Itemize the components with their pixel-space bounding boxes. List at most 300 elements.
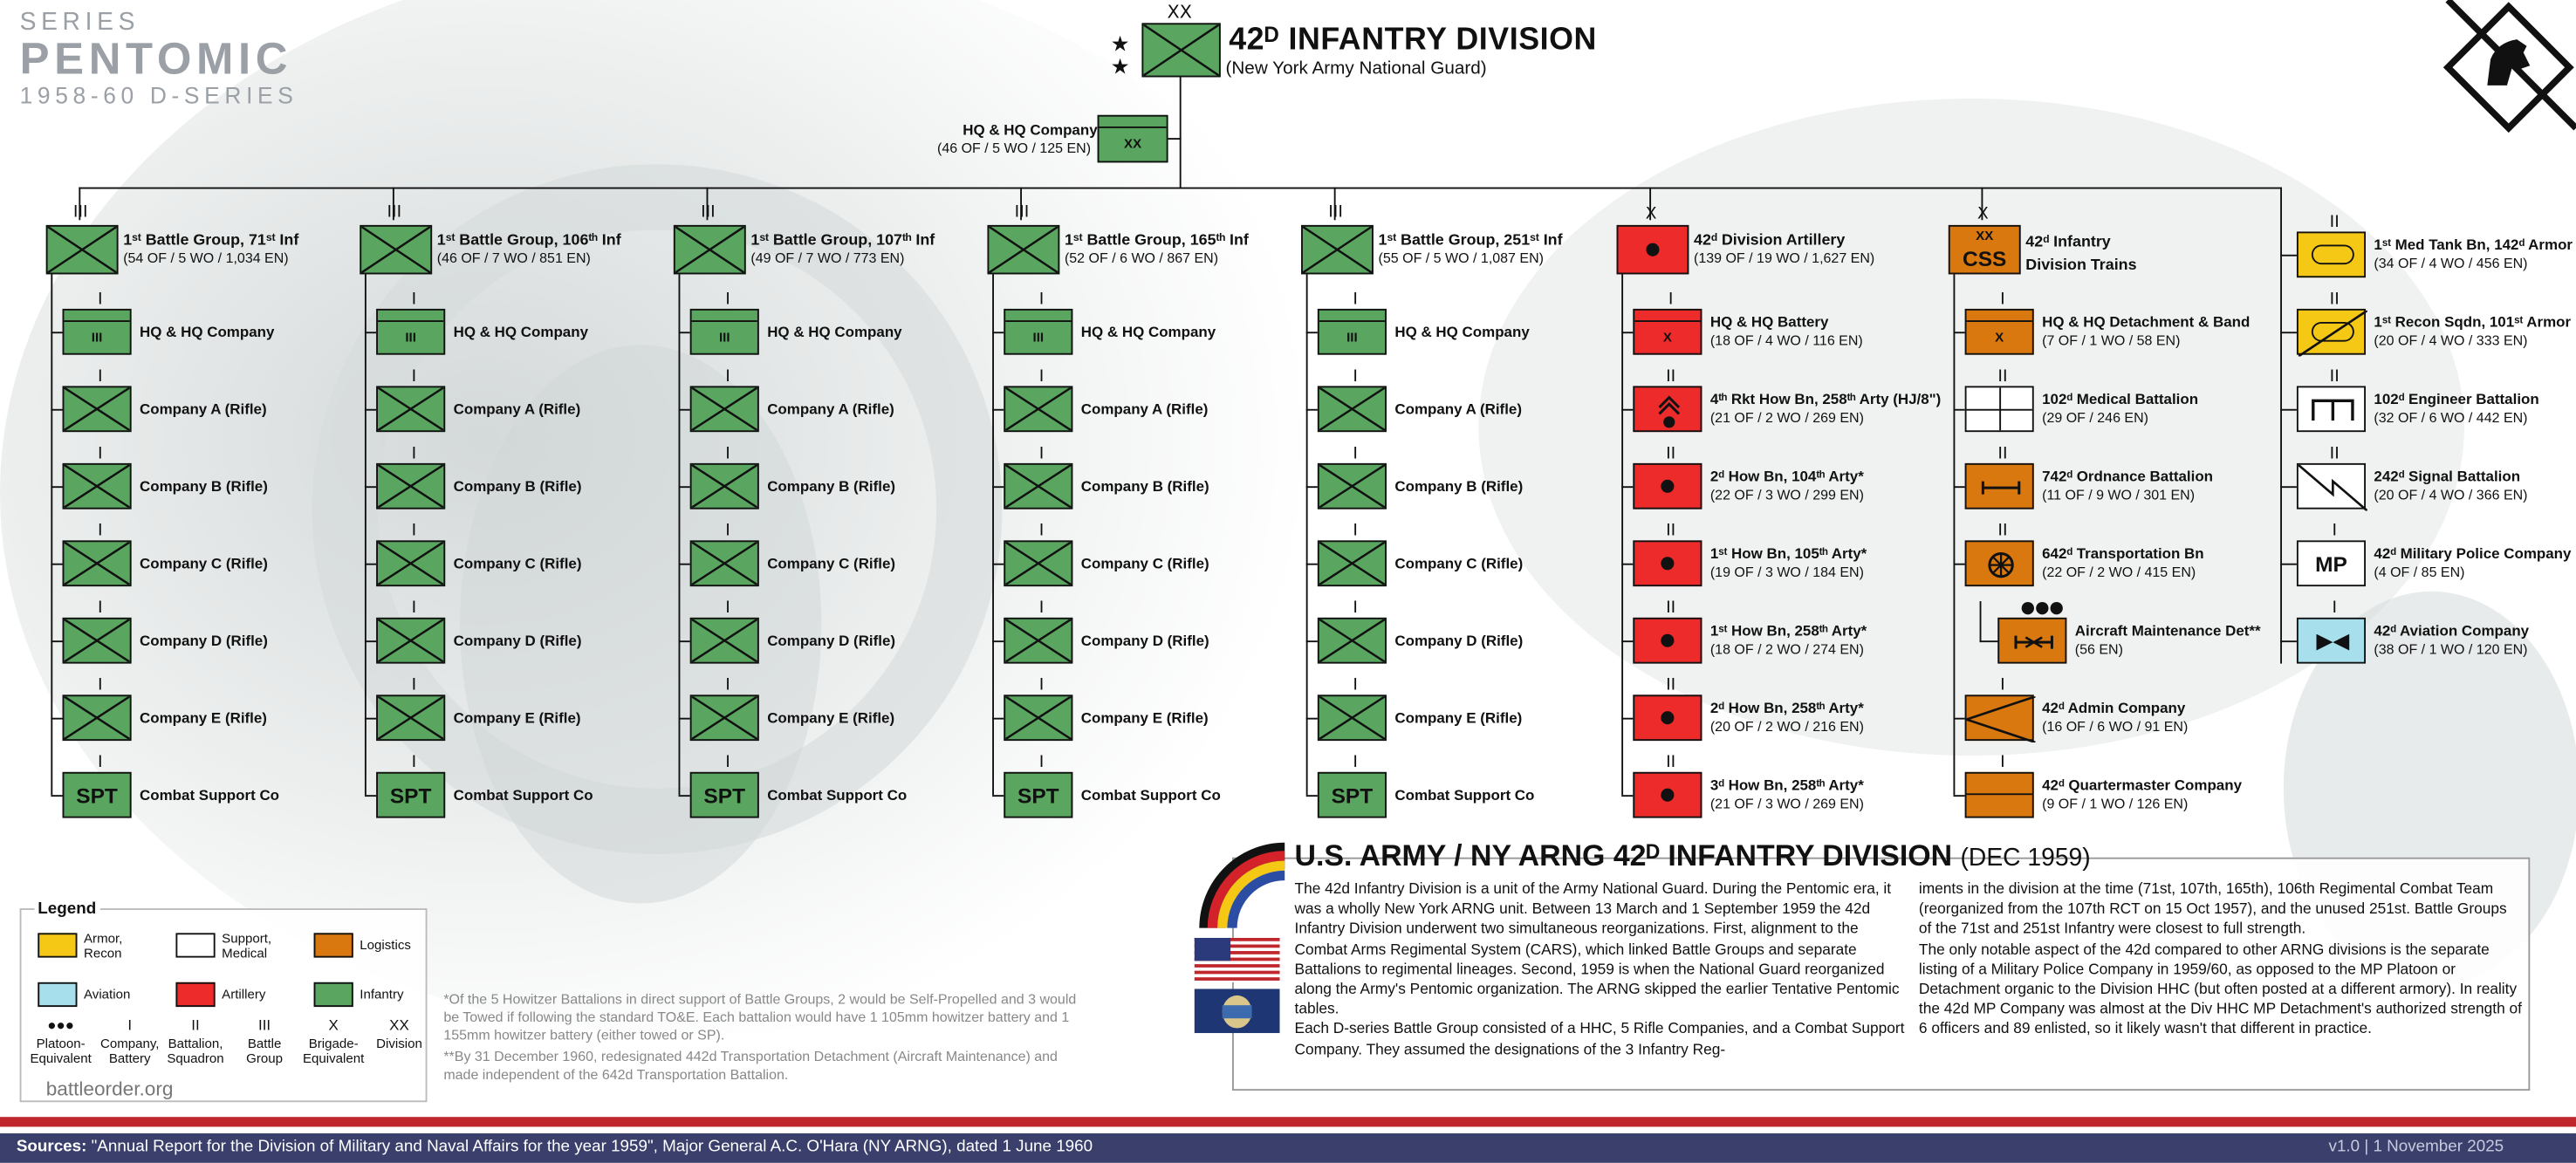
division-title: 42ᴰ INFANTRY DIVISION bbox=[1229, 23, 1597, 58]
artillery-unit-symbol bbox=[1633, 540, 1702, 586]
trains-unit-strength: (22 OF / 2 WO / 415 EN) bbox=[2042, 563, 2196, 580]
bg-unit-label: Company C (Rifle) bbox=[140, 555, 268, 572]
artillery-unit-label bbox=[1710, 314, 1863, 350]
battle-group-label bbox=[123, 231, 298, 267]
separate-unit-echelon: II bbox=[2329, 213, 2340, 232]
separate-unit-label bbox=[2374, 469, 2527, 504]
artillery-unit-label bbox=[1710, 391, 1941, 427]
bg-unit-label: Company A (Rifle) bbox=[140, 400, 267, 418]
legend bbox=[20, 900, 428, 1102]
combat-support-symbol bbox=[63, 772, 132, 818]
trains-unit-symbol bbox=[1965, 386, 2034, 432]
trains-unit-echelon: I bbox=[2000, 291, 2005, 309]
hq-inner: III bbox=[91, 329, 103, 345]
separate-unit-name: 1ˢᵗ Med Tank Bn, 142ᵈ Armor bbox=[2374, 236, 2573, 253]
bg-unit-connector bbox=[51, 718, 62, 721]
separate-unit-connector bbox=[2280, 255, 2297, 257]
aircraft-det-connector-h bbox=[1980, 640, 2000, 643]
separate-unit-echelon: II bbox=[2329, 291, 2340, 309]
bg-unit-label: Company D (Rifle) bbox=[767, 632, 896, 649]
division-stars: ★ ★ bbox=[1110, 31, 1130, 79]
artillery-unit-name: 1ˢᵗ How Bn, 258ᵗʰ Arty* bbox=[1709, 622, 1867, 640]
series-name: PENTOMIC bbox=[19, 34, 293, 85]
bg-unit-connector bbox=[992, 409, 1004, 412]
us-flag-icon bbox=[1195, 938, 1280, 982]
article-column-1: The 42d Infantry Division is a unit of the Army National Guard. During the Pentomic era, it was a wholly New York ARNG unit. Between 13 March and 1 September 1959 the 42d Infantry Division underwent two simultaneous reorganizations. First, alignment to the Combat Arms Regimental System (CARS), which linked Battle Groups and separate Battalions to regimental lineages. Second, 1959 is when the National Guard reorganized along the Army's Pentomic organization. The ARNG skipped the earlier Tentative Pentomic tables. Each D-series Battle Group consisted of a HHC, 5 Rifle Companies, and a Combat Support Company. They assumed the designations of the 3 Infantry Reg- bbox=[1294, 880, 1905, 1057]
legend-swatch bbox=[175, 982, 215, 1007]
company-echelon: I bbox=[1038, 754, 1045, 772]
trains-unit-strength: (29 OF / 246 EN) bbox=[2042, 408, 2148, 426]
bg-unit-connector bbox=[992, 564, 1004, 566]
separate-unit-connector bbox=[2280, 332, 2297, 334]
company-echelon: I bbox=[1353, 676, 1358, 695]
division-subtitle: (New York Army National Guard) bbox=[1225, 58, 1487, 79]
artillery-unit-name: 3ᵈ How Bn, 258ᵗʰ Arty* bbox=[1709, 776, 1864, 794]
trains-unit-label bbox=[2042, 700, 2188, 735]
trains-unit-connector bbox=[1953, 718, 1964, 721]
battle-group-strength: (46 OF / 7 WO / 851 EN) bbox=[436, 250, 591, 266]
rifle-company-symbol bbox=[1318, 618, 1387, 664]
bg-spine-line bbox=[365, 274, 367, 795]
company-echelon: I bbox=[725, 676, 730, 695]
legend-swatch bbox=[314, 982, 353, 1007]
hq-inner: III bbox=[718, 329, 730, 345]
company-echelon: I bbox=[725, 291, 730, 309]
trains-unit-strength: (11 OF / 9 WO / 301 EN) bbox=[2042, 486, 2196, 503]
battle-group-label bbox=[1379, 231, 1563, 267]
trains-unit-connector bbox=[1953, 409, 1964, 412]
separate-unit-strength: (38 OF / 1 WO / 120 EN) bbox=[2374, 640, 2528, 658]
company-echelon: I bbox=[1353, 599, 1358, 618]
battle-group-symbol bbox=[674, 225, 746, 274]
trains-unit-echelon: I bbox=[2000, 676, 2005, 695]
separate-unit-name: 242ᵈ Signal Battalion bbox=[2374, 468, 2521, 485]
bg-unit-label: Company E (Rifle) bbox=[767, 709, 895, 727]
separate-unit-connector bbox=[2280, 564, 2297, 566]
division-horizontal-bus bbox=[79, 188, 2282, 190]
series-years: 1958-60 D-SERIES bbox=[19, 82, 298, 109]
rifle-company-symbol bbox=[1004, 463, 1072, 510]
footer-sources: "Annual Report for the Division of Military and Naval Affairs for the year 1959", Major General A.C. O'Hara (NY ARNG), dated 1 June 1960 bbox=[86, 1138, 1093, 1157]
company-echelon: I bbox=[98, 676, 103, 695]
rifle-company-symbol bbox=[690, 386, 759, 432]
artillery-unit-name: 2ᵈ How Bn, 104ᵗʰ Arty* bbox=[1709, 468, 1864, 485]
company-echelon: I bbox=[1038, 445, 1045, 463]
article-date: (DEC 1959) bbox=[1960, 844, 2091, 872]
separate-unit-connector bbox=[2280, 640, 2297, 643]
rifle-company-symbol bbox=[63, 618, 132, 664]
bg-unit-connector bbox=[365, 486, 376, 489]
bg-spine-line bbox=[679, 274, 682, 795]
hq-company-symbol bbox=[63, 309, 132, 355]
trains-unit-echelon: II bbox=[1997, 367, 2008, 387]
legend-echelon-symbol: XX bbox=[389, 1016, 409, 1034]
legend-echelon-symbol: I bbox=[127, 1016, 133, 1034]
footnotes bbox=[443, 990, 1182, 1084]
company-echelon: I bbox=[98, 291, 103, 309]
hq-company-strength: (46 OF / 5 WO / 125 EN) bbox=[936, 140, 1092, 156]
bg-unit-connector bbox=[51, 409, 62, 412]
battle-group-name: 1ˢᵗ Battle Group, 107ᵗʰ Inf bbox=[750, 231, 935, 250]
art-unit-connector bbox=[1621, 332, 1633, 334]
trains-inner-top: XX bbox=[1976, 228, 1994, 243]
division-infantry-symbol bbox=[1141, 23, 1220, 77]
bg-unit-connector bbox=[51, 486, 62, 489]
battle-group-label bbox=[750, 231, 935, 267]
bg-unit-label: Company A (Rifle) bbox=[767, 400, 894, 418]
company-echelon: I bbox=[411, 676, 417, 695]
artillery-echelon: X bbox=[1645, 205, 1657, 224]
article-title-text: U.S. ARMY / NY ARNG 42ᴰ INFANTRY DIVISION bbox=[1294, 839, 1953, 872]
company-echelon: I bbox=[411, 291, 417, 309]
trains-unit-strength: (16 OF / 6 WO / 91 EN) bbox=[2042, 717, 2189, 735]
artillery-unit-label bbox=[1710, 700, 1864, 735]
separate-unit-strength: (32 OF / 6 WO / 442 EN) bbox=[2374, 408, 2528, 426]
artillery-unit-echelon: II bbox=[1666, 754, 1676, 772]
art-unit-connector bbox=[1621, 486, 1633, 489]
rifle-company-symbol bbox=[376, 618, 445, 664]
company-echelon: I bbox=[411, 599, 417, 618]
artillery-unit-strength: (20 OF / 2 WO / 216 EN) bbox=[1709, 717, 1864, 735]
bg-unit-label: HQ & HQ Company bbox=[453, 323, 589, 340]
bg-unit-label: Company B (Rifle) bbox=[453, 477, 582, 495]
rifle-company-symbol bbox=[690, 540, 759, 586]
artillery-unit-strength: (18 OF / 4 WO / 116 EN) bbox=[1709, 332, 1863, 349]
artillery-strength: (139 OF / 19 WO / 1,627 EN) bbox=[1694, 250, 1875, 266]
bg-unit-label: Company B (Rifle) bbox=[1394, 477, 1524, 495]
bg-unit-connector bbox=[679, 718, 690, 721]
division-artillery-symbol bbox=[1617, 225, 1689, 274]
bg-unit-connector bbox=[992, 486, 1004, 489]
legend-swatch-label: Armor, Recon bbox=[84, 931, 123, 961]
separate-unit-label bbox=[2374, 236, 2573, 272]
trains-spine-line bbox=[1953, 274, 1956, 795]
trains-unit-symbol bbox=[1965, 463, 2034, 510]
bg-unit-label: Company C (Rifle) bbox=[453, 555, 582, 572]
trains-unit-name: HQ & HQ Detachment & Band bbox=[2042, 313, 2251, 331]
bg-unit-connector bbox=[679, 640, 690, 643]
battle-group-name: 1ˢᵗ Battle Group, 165ᵗʰ Inf bbox=[1064, 231, 1249, 250]
spt-inner: SPT bbox=[703, 783, 746, 808]
company-echelon: I bbox=[1038, 522, 1045, 541]
art-spine-line bbox=[1621, 274, 1624, 795]
art-unit-connector bbox=[1621, 409, 1633, 412]
artillery-unit-echelon: II bbox=[1666, 599, 1676, 618]
trains-unit-name: 102ᵈ Medical Battalion bbox=[2042, 391, 2199, 407]
trains-unit-label bbox=[2042, 545, 2204, 581]
rifle-company-symbol bbox=[1004, 694, 1072, 741]
trains-unit-connector bbox=[1953, 795, 1964, 797]
rifle-company-symbol bbox=[1318, 540, 1387, 586]
bg-unit-label: Company A (Rifle) bbox=[1394, 400, 1522, 418]
company-echelon: I bbox=[1353, 291, 1358, 309]
separate-unit-echelon: II bbox=[2329, 367, 2340, 387]
rifle-company-symbol bbox=[376, 386, 445, 432]
company-echelon: I bbox=[1353, 754, 1358, 772]
bg-unit-label: Company E (Rifle) bbox=[1394, 709, 1523, 727]
spt-inner: SPT bbox=[389, 783, 432, 808]
rifle-company-symbol bbox=[690, 618, 759, 664]
hq-company-symbol bbox=[1004, 309, 1072, 355]
battle-group-symbol bbox=[46, 225, 119, 274]
separate-unit-echelon: I bbox=[2332, 599, 2338, 618]
artillery-unit-echelon: I bbox=[1668, 291, 1674, 309]
legend-swatch-label: Aviation bbox=[84, 987, 131, 1002]
battle-group-name: 1ˢᵗ Battle Group, 251ˢᵗ Inf bbox=[1378, 231, 1563, 250]
battle-group-strength: (52 OF / 6 WO / 867 EN) bbox=[1064, 250, 1219, 266]
hq-company-symbol bbox=[376, 309, 445, 355]
footer-sources-label: Sources: bbox=[16, 1138, 87, 1157]
series-badge bbox=[20, 10, 298, 108]
legend-swatch bbox=[38, 933, 77, 957]
artillery-unit-name: 1ˢᵗ How Bn, 105ᵗʰ Arty* bbox=[1709, 545, 1867, 562]
bg-unit-connector bbox=[992, 795, 1004, 797]
division-trunk-line bbox=[1180, 77, 1182, 188]
separate-unit-name: 42ᵈ Aviation Company bbox=[2374, 622, 2530, 640]
legend-echelon-label: Platoon- Equivalent bbox=[30, 1036, 92, 1066]
separate-unit-symbol bbox=[2297, 309, 2366, 355]
company-echelon: I bbox=[411, 754, 417, 772]
company-echelon: I bbox=[1038, 367, 1045, 387]
bg-unit-label: Company A (Rifle) bbox=[453, 400, 581, 418]
company-echelon: I bbox=[98, 522, 103, 541]
legend-echelon-label: Battalion, Squadron bbox=[167, 1036, 224, 1066]
artillery-unit-echelon: II bbox=[1666, 522, 1676, 541]
trains-unit-label bbox=[2042, 314, 2250, 350]
separate-unit-symbol bbox=[2297, 463, 2366, 510]
bg-unit-label: Company C (Rifle) bbox=[1080, 555, 1209, 572]
artillery-unit-symbol bbox=[1633, 309, 1702, 355]
trains-unit-symbol bbox=[1965, 309, 2034, 355]
footer-version: v1.0 | 1 November 2025 bbox=[2328, 1138, 2504, 1157]
battle-group-name: 1ˢᵗ Battle Group, 71ˢᵗ Inf bbox=[123, 231, 299, 250]
artillery-unit-symbol bbox=[1633, 386, 1702, 432]
aircraft-det-connector-v bbox=[1980, 601, 1983, 642]
separate-unit-symbol bbox=[2297, 618, 2366, 664]
hq-company-inner: XX bbox=[1124, 136, 1142, 152]
battle-group-name: 1ˢᵗ Battle Group, 106ᵗʰ Inf bbox=[436, 231, 621, 250]
trains-unit-connector bbox=[1953, 564, 1964, 566]
trains-unit-strength: (7 OF / 1 WO / 58 EN) bbox=[2042, 332, 2181, 349]
company-echelon: I bbox=[98, 367, 103, 387]
company-echelon: I bbox=[411, 367, 417, 387]
bg-unit-label: Company E (Rifle) bbox=[453, 709, 581, 727]
legend-swatch-label: Logistics bbox=[360, 937, 411, 953]
legend-echelon-label: Division bbox=[376, 1036, 422, 1051]
company-echelon: I bbox=[411, 445, 417, 463]
bg-unit-label: Combat Support Co bbox=[767, 786, 908, 804]
trains-unit-name: 42ᵈ Quartermaster Company bbox=[2042, 776, 2243, 794]
separate-unit-strength: (20 OF / 4 WO / 333 EN) bbox=[2374, 332, 2528, 349]
rifle-company-symbol bbox=[1004, 386, 1072, 432]
bg-unit-label: Company B (Rifle) bbox=[767, 477, 896, 495]
legend-swatch bbox=[314, 933, 353, 957]
trains-unit-label bbox=[2042, 776, 2242, 812]
bg-spine-line bbox=[1306, 274, 1309, 795]
separate-unit-strength: (20 OF / 4 WO / 366 EN) bbox=[2374, 486, 2528, 503]
separate-unit-connector bbox=[2280, 409, 2297, 412]
art-unit-connector bbox=[1621, 564, 1633, 566]
artillery-unit-name: 4ᵗʰ Rkt How Bn, 258ᵗʰ Arty (HJ/8") bbox=[1709, 391, 1942, 407]
separate-unit-echelon: I bbox=[2332, 522, 2338, 541]
bg-unit-connector bbox=[365, 640, 376, 643]
bg-unit-connector bbox=[365, 718, 376, 721]
rifle-company-symbol bbox=[1318, 463, 1387, 510]
division-trains-label: 42ᵈ Infantry Division Trains bbox=[2025, 233, 2137, 275]
site-credit[interactable]: battleorder.org bbox=[45, 1077, 174, 1101]
company-echelon: I bbox=[1353, 522, 1358, 541]
battle-group-symbol bbox=[1301, 225, 1374, 274]
hq-company-name: HQ & HQ Company bbox=[963, 121, 1098, 139]
footnote-1: *Of the 5 Howitzer Battalions in direct support of Battle Groups, 2 would be Self-Propelled and 3 would be Towed if following the standard TO&E. Each battalion would have 1 105mm howitzer battery and 1 155mm howitzer battery (either towed or SP). bbox=[443, 990, 1077, 1043]
battle-group-strength: (55 OF / 5 WO / 1,087 EN) bbox=[1378, 250, 1544, 266]
trains-unit-connector bbox=[1953, 332, 1964, 334]
rifle-company-symbol bbox=[690, 463, 759, 510]
division-trains-symbol bbox=[1949, 225, 2021, 274]
hq-battery-inner: X bbox=[1662, 329, 1672, 345]
company-echelon: I bbox=[725, 522, 730, 541]
separate-unit-name: 1ˢᵗ Recon Sqdn, 101ˢᵗ Armor bbox=[2374, 313, 2572, 331]
artillery-unit-symbol bbox=[1633, 618, 1702, 664]
bg-unit-connector bbox=[1306, 564, 1318, 566]
hq-inner: III bbox=[405, 329, 416, 345]
bg-unit-connector bbox=[992, 718, 1004, 721]
bg-unit-connector bbox=[679, 409, 690, 412]
trains-echelon: X bbox=[1977, 205, 1989, 224]
bg-unit-label: HQ & HQ Company bbox=[1080, 323, 1216, 340]
article-column-2: iments in the division at the time (71st, 107th, 165th), 106th Regimental Combat Team (reorganized from the 107th RCT on 15 Oct 1957), and the unused 251st. Battle Groups of the 71st and 251st Infantry were closest to full strength. The only notable aspect of the 42d compared to other ARNG divisions is the separate listing of a Military Police Company in 1959/60, as opposed to the MP Platoon or Detachment organic to the Division HHC (but often posted at a different armory). In reality the 42d MP Company was almost at the Div HHC MP Detachment's authorized strength of 6 officers and 89 enlisted, so it likely wasn't that different in practice. bbox=[1918, 880, 2522, 1037]
separate-unit-name: 42ᵈ Military Police Company bbox=[2374, 545, 2572, 562]
trains-unit-name: 742ᵈ Ordnance Battalion bbox=[2042, 468, 2214, 485]
division-artillery-label bbox=[1694, 231, 1874, 267]
bg-unit-connector bbox=[679, 332, 690, 334]
company-echelon: I bbox=[98, 599, 103, 618]
company-echelon: I bbox=[411, 522, 417, 541]
bg-unit-label: Company B (Rifle) bbox=[140, 477, 268, 495]
legend-swatch bbox=[38, 982, 77, 1007]
battle-group-symbol bbox=[360, 225, 432, 274]
legend-echelon-symbol: II bbox=[191, 1016, 200, 1034]
new-york-state-flag-icon bbox=[1195, 989, 1280, 1033]
bg-unit-label: Company D (Rifle) bbox=[140, 632, 268, 649]
separate-unit-strength: (4 OF / 85 EN) bbox=[2374, 563, 2465, 580]
trains-unit-echelon: II bbox=[1997, 522, 2008, 541]
artillery-unit-strength: (22 OF / 3 WO / 299 EN) bbox=[1709, 486, 1864, 503]
combat-support-symbol bbox=[1004, 772, 1072, 818]
artillery-unit-label bbox=[1710, 545, 1867, 581]
company-echelon: I bbox=[98, 445, 103, 463]
rifle-company-symbol bbox=[1004, 618, 1072, 664]
legend-echelon-symbol: ●●● bbox=[47, 1016, 75, 1034]
combat-support-symbol bbox=[690, 772, 759, 818]
company-echelon: I bbox=[725, 599, 730, 618]
trains-unit-echelon: ●●● bbox=[2020, 599, 2064, 618]
division-echelon: XX bbox=[1167, 1, 1192, 24]
bg-unit-label: Combat Support Co bbox=[140, 786, 280, 804]
bg-unit-label: HQ & HQ Company bbox=[140, 323, 275, 340]
artillery-unit-echelon: II bbox=[1666, 367, 1676, 387]
trains-inner: CSS bbox=[1963, 245, 2007, 270]
rifle-company-symbol bbox=[376, 694, 445, 741]
company-echelon: I bbox=[1353, 367, 1358, 387]
bg-unit-connector bbox=[992, 332, 1004, 334]
artillery-unit-label bbox=[1710, 469, 1864, 504]
bg-unit-connector bbox=[679, 795, 690, 797]
artillery-unit-name: 2ᵈ How Bn, 258ᵗʰ Arty* bbox=[1709, 700, 1864, 716]
battle-group-strength: (49 OF / 7 WO / 773 EN) bbox=[750, 250, 905, 266]
artillery-unit-symbol bbox=[1633, 463, 1702, 510]
bg-unit-connector bbox=[51, 332, 62, 334]
article-title bbox=[1295, 839, 2091, 874]
bg-unit-connector bbox=[51, 564, 62, 566]
rifle-company-symbol bbox=[690, 694, 759, 741]
bg-unit-label: Company C (Rifle) bbox=[767, 555, 896, 572]
mp-inner: MP bbox=[2315, 551, 2347, 576]
separate-spine-line bbox=[2280, 188, 2283, 664]
bg-unit-connector bbox=[1306, 332, 1318, 334]
series-label: SERIES bbox=[19, 8, 140, 37]
rifle-company-symbol bbox=[63, 694, 132, 741]
trains-unit-symbol bbox=[1965, 694, 2034, 741]
legend-swatch-label: Infantry bbox=[360, 987, 404, 1002]
trains-unit-echelon: II bbox=[1997, 445, 2008, 463]
artillery-unit-strength: (21 OF / 3 WO / 269 EN) bbox=[1709, 795, 1864, 812]
battleorder-knight-logo bbox=[2442, 0, 2576, 134]
company-echelon: I bbox=[1038, 291, 1045, 309]
separate-unit-echelon: II bbox=[2329, 445, 2340, 463]
spt-inner: SPT bbox=[76, 783, 118, 808]
bg-unit-label: Company A (Rifle) bbox=[1080, 400, 1209, 418]
hq-inner: III bbox=[1346, 329, 1358, 345]
bg-unit-connector bbox=[1306, 718, 1318, 721]
hq-inner: III bbox=[1032, 329, 1045, 345]
bg-unit-label: HQ & HQ Company bbox=[767, 323, 902, 340]
company-echelon: I bbox=[1353, 445, 1358, 463]
rifle-company-symbol bbox=[376, 463, 445, 510]
bg-unit-connector bbox=[365, 332, 376, 334]
bg-unit-connector bbox=[1306, 409, 1318, 412]
trains-unit-connector bbox=[1953, 486, 1964, 489]
company-echelon: I bbox=[725, 367, 730, 387]
bg-unit-connector bbox=[679, 564, 690, 566]
bg-echelon-3: III bbox=[1014, 203, 1030, 222]
separate-unit-name: 102ᵈ Engineer Battalion bbox=[2374, 391, 2539, 407]
artillery-unit-strength: (18 OF / 2 WO / 274 EN) bbox=[1709, 640, 1864, 658]
bg-unit-connector bbox=[51, 795, 62, 797]
separate-unit-symbol bbox=[2297, 386, 2366, 432]
bg-unit-connector bbox=[365, 409, 376, 412]
hq-company-symbol bbox=[1318, 309, 1387, 355]
bg-spine-line bbox=[992, 274, 995, 795]
legend-echelon-symbol: III bbox=[258, 1016, 271, 1034]
artillery-unit-label bbox=[1710, 776, 1864, 812]
spt-inner: SPT bbox=[1017, 783, 1059, 808]
bg-unit-label: Combat Support Co bbox=[453, 786, 593, 804]
trains-unit-label bbox=[2042, 469, 2213, 504]
bg-unit-connector bbox=[365, 564, 376, 566]
bg-unit-connector bbox=[1306, 640, 1318, 643]
rifle-company-symbol bbox=[1004, 540, 1072, 586]
bg-unit-connector bbox=[1306, 486, 1318, 489]
legend-swatch-label: Artillery bbox=[222, 987, 266, 1002]
rifle-company-symbol bbox=[63, 540, 132, 586]
bg-echelon-4: III bbox=[1328, 203, 1343, 222]
separate-unit-symbol bbox=[2297, 231, 2366, 277]
legend-echelon-label: Battle Group bbox=[246, 1036, 284, 1066]
trains-unit-echelon: I bbox=[2000, 754, 2005, 772]
legend-echelon-label: Brigade- Equivalent bbox=[302, 1036, 365, 1066]
trains-unit-label bbox=[2042, 391, 2198, 427]
